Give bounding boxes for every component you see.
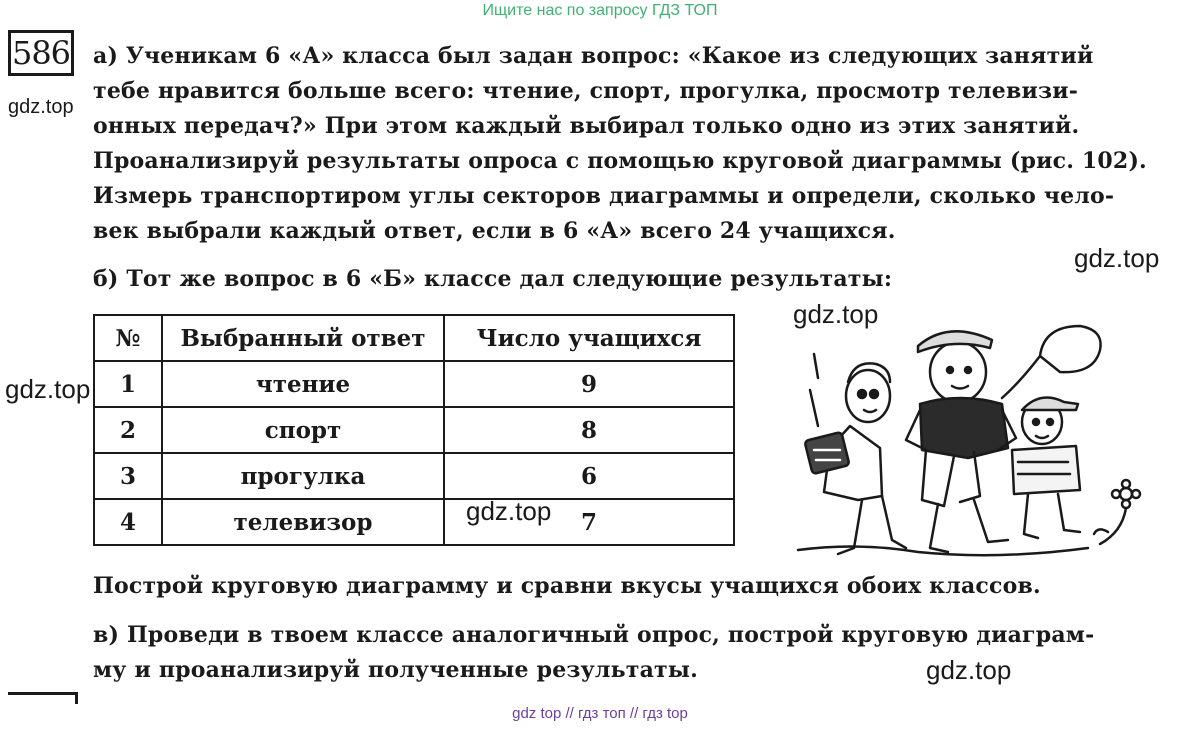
part-a-line: век выбрали каждый ответ, если в 6 «А» всего 24 учащихся. [93, 218, 896, 244]
row-count: 6 [444, 453, 734, 499]
table-row [94, 499, 734, 545]
row-number: 4 [94, 499, 162, 545]
watermark-bottom: gdz.top [926, 655, 1012, 685]
part-b-task: Построй круговую диаграмму и сравни вкусы учащихся обоих классов. [93, 573, 1041, 599]
part-a-line: онных передач?» При этом каждый выбирал только одно из этих занятий. [93, 113, 1080, 139]
part-c-line: му и проанализируй полученные результаты. [93, 657, 698, 683]
row-count: 8 [444, 407, 734, 453]
watermark-illustration: gdz.top [793, 299, 879, 329]
problem-number: 586 [8, 30, 74, 76]
table-row [94, 361, 734, 407]
row-answer: телевизор [162, 499, 444, 545]
row-answer: чтение [162, 361, 444, 407]
middle-kid-figure [906, 331, 1016, 552]
part-a-text [93, 39, 1147, 249]
part-c-line: в) Проведи в твоем классе аналогичный опрос, построй круговую диаграм- [93, 622, 1095, 648]
left-kid-figure [804, 354, 906, 554]
watermark-left: gdz.top [8, 96, 74, 118]
row-count: 7 [444, 499, 734, 545]
row-number: 1 [94, 361, 162, 407]
footer-links[interactable]: gdz top // гдз топ // гдз top [512, 705, 688, 722]
part-a-line: а) Ученикам 6 «А» класса был задан вопрос: «Какое из следующих занятий [93, 43, 1094, 69]
right-kid-figure [1012, 398, 1080, 539]
watermark-table-left: gdz.top [5, 374, 91, 404]
part-a-line: Проанализируй результаты опроса с помощью круговой диаграммы (рис. 102). [93, 148, 1147, 174]
row-answer: спорт [162, 407, 444, 453]
results-table [93, 314, 735, 546]
part-a-line: тебе нравится больше всего: чтение, спорт, прогулка, просмотр телевизи- [93, 78, 1079, 104]
table-row [94, 407, 734, 453]
part-b-intro: б) Тот же вопрос в 6 «Б» классе дал следующие результаты: [93, 266, 893, 292]
column-header-count: Число учащихся [444, 315, 734, 361]
part-a-line: Измерь транспортиром углы секторов диаграммы и определи, сколько чело- [93, 183, 1115, 209]
watermark-right: gdz.top [1074, 243, 1160, 273]
row-answer: прогулка [162, 453, 444, 499]
flower [1094, 480, 1140, 544]
watermark-table-center: gdz.top [466, 496, 552, 526]
page-corner-mark [8, 692, 78, 704]
table-row [94, 453, 734, 499]
balloon [1002, 326, 1101, 398]
row-number: 3 [94, 453, 162, 499]
row-number: 2 [94, 407, 162, 453]
row-count: 9 [444, 361, 734, 407]
part-c-text [93, 618, 1094, 688]
column-header-answer: Выбранный ответ [162, 315, 444, 361]
column-header-number: № [94, 315, 162, 361]
kids-illustration [778, 318, 1148, 558]
table-header-row [94, 315, 734, 361]
header-search-link[interactable]: Ищите нас по запросу ГДЗ ТОП [482, 2, 718, 19]
